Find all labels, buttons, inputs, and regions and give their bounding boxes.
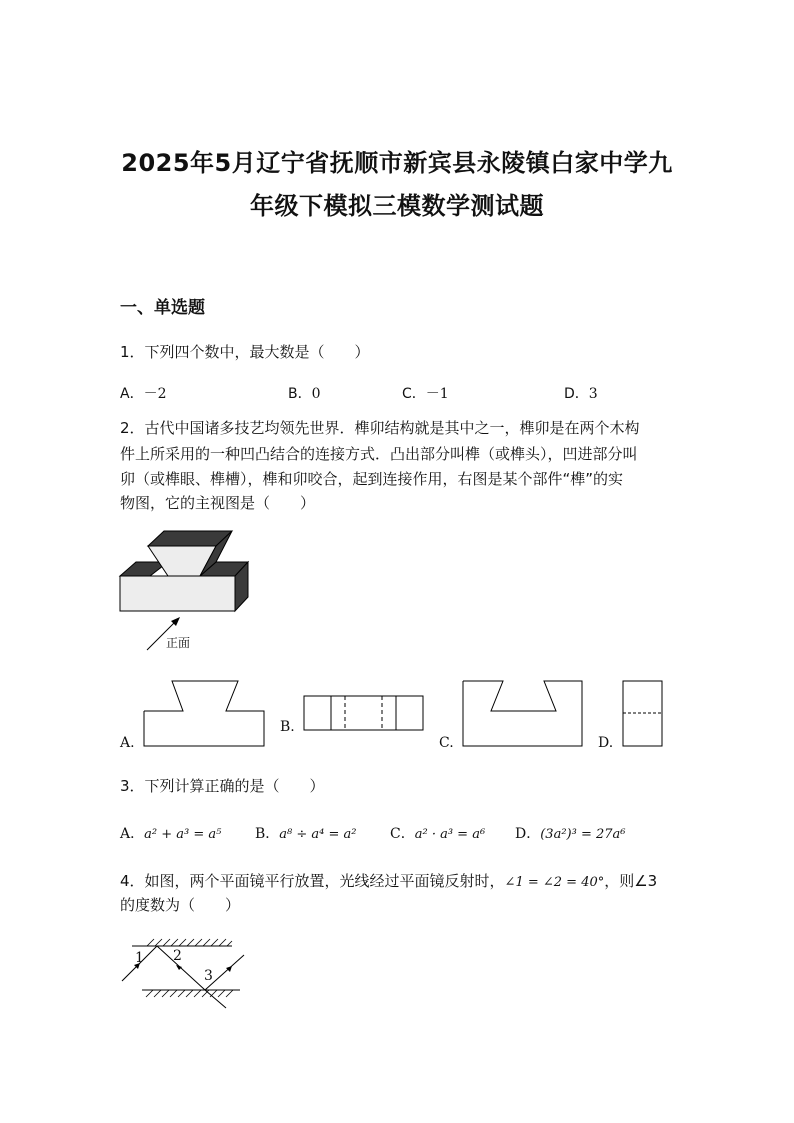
mirror-angle-1: 1 (135, 950, 144, 966)
q3-option-b-expr: a⁸ ÷ a⁴ = a² (279, 827, 357, 842)
q2-option-d-label: D. (598, 735, 614, 751)
mirror-angle-3: 3 (204, 968, 213, 984)
q2-stem-line3: 卯（或榫眼、榫槽），榫和卯咬合，起到连接作用，右图是某个部件“榫”的实 (120, 470, 624, 488)
q1-option-d-label: D． (564, 386, 589, 402)
q2-option-c-label: C. (439, 735, 454, 751)
q3-option-b-label: B． (255, 826, 280, 842)
section-heading: 一、单选题 (120, 298, 205, 318)
q1-option-b-label: B． (288, 386, 312, 402)
q3-option-a-expr: a² + a³ = a⁵ (144, 827, 222, 842)
q1-option-c-value: －1 (425, 386, 449, 402)
q2-stem-line1: 2．古代中国诸多技艺均领先世界．榫卯结构就是其中之一，榫卯是在两个木构 (120, 419, 640, 437)
q3-option-d-label: D． (515, 826, 541, 842)
q1-option-d-value: 3 (588, 386, 598, 402)
q3-option-c-label: C． (390, 826, 415, 842)
front-view-label: 正面 (166, 636, 191, 650)
mirror-angle-2: 2 (173, 948, 182, 964)
q3-stem: 3．下列计算正确的是（ ） (120, 777, 325, 795)
q3-option-c-expr: a² · a³ = a⁶ (414, 827, 486, 842)
doc-title-line1: 2025年5月辽宁省抚顺市新宾县永陵镇白家中学九 (121, 149, 673, 177)
q1-stem: 1．下列四个数中，最大数是（ ） (120, 343, 370, 361)
q1-option-c-label: C． (402, 386, 426, 402)
q3-option-a-label: A． (120, 826, 145, 842)
q1-option-b-value: 0 (311, 386, 321, 402)
q2-stem-line4: 物图，它的主视图是（ ） (120, 494, 316, 512)
q4-stem-text-b: ，则∠3 (604, 872, 658, 890)
q2-option-b-label: B. (280, 719, 295, 735)
q3-option-d-expr: (3a²)³ = 27a⁶ (540, 827, 626, 842)
doc-title-line2: 年级下模拟三模数学测试题 (250, 192, 544, 220)
q4-stem-text-a: 4．如图，两个平面镜平行放置，光线经过平面镜反射时， (120, 872, 505, 890)
q4-angle-math: ∠1 = ∠2 = 40° (504, 875, 605, 890)
q4-stem-line2: 的度数为（ ） (120, 896, 241, 914)
q2-stem-line2: 件上所采用的一种凹凸结合的连接方式．凸出部分叫榫（或榫头），凹进部分叫 (120, 445, 638, 463)
q2-option-a-label: A. (120, 735, 135, 751)
q1-option-a-label: A． (120, 386, 144, 402)
q1-option-a-value: －2 (143, 386, 167, 402)
